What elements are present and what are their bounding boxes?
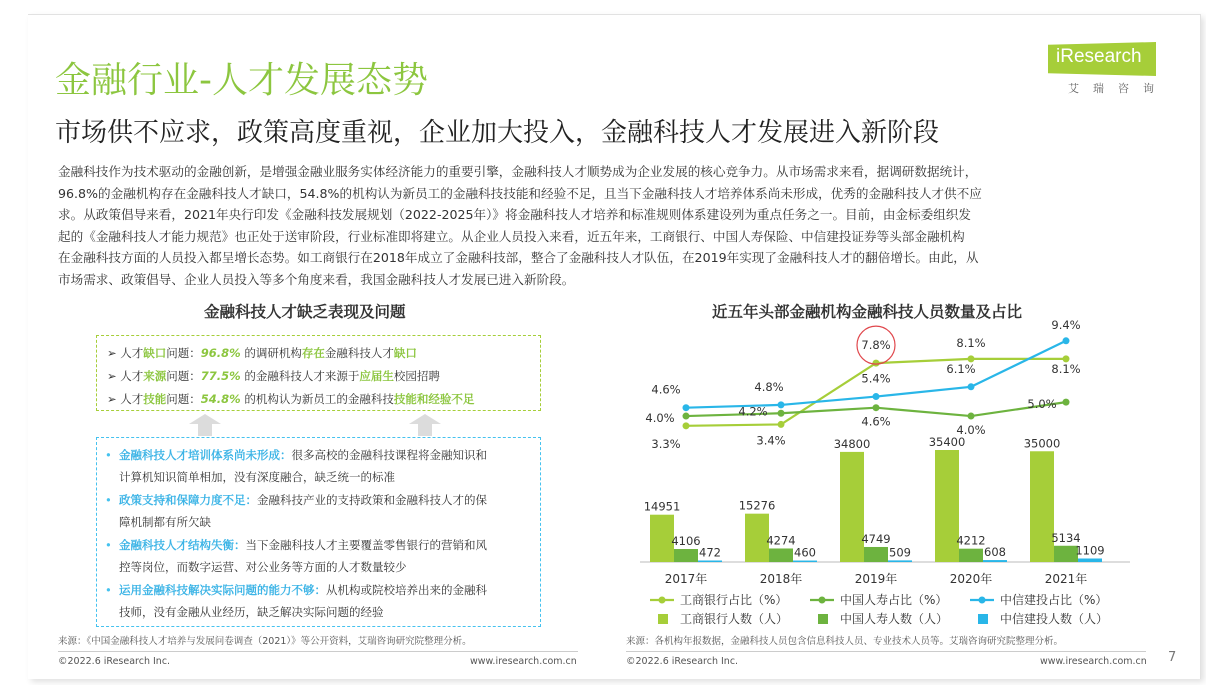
cause-text: 从机构或院校培养出来的金融科	[326, 583, 487, 597]
up-arrow-icon	[185, 414, 225, 436]
bar-value-label: 1109	[1075, 543, 1105, 558]
right-source: 来源：各机构年报数据，金融科技人员包含信息科技人员、专业技术人员等。艾瑞咨询研究院整理分析。	[626, 636, 1064, 647]
x-tick-label: 2019年	[854, 572, 898, 586]
problem-text: 问题：	[166, 346, 201, 360]
page-subtitle: 市场供不应求，政策高度重视，企业加大投入，金融科技人才发展进入新阶段	[55, 118, 940, 148]
problem-percent: 96.8%	[200, 346, 241, 360]
intro-line: 市场需求、政策倡导、企业人员投入等多个角度来看，我国金融科技人才发展已进入新阶段。	[58, 271, 575, 287]
line-point	[873, 360, 880, 367]
bar	[793, 561, 817, 562]
problem-keyword: 技能和经验不足	[393, 392, 475, 406]
problem-keyword: 存在	[301, 346, 325, 360]
line-point	[683, 413, 690, 420]
right-divider	[626, 651, 1146, 652]
intro-line: 起的《金融科技人才能力规范》也正处于送审阶段，行业标准即将建立。从企业人员投入来看，近五年来，工商银行、中国人寿保险、中信建投证券等头部金融机构	[58, 228, 965, 244]
legend-label: 工商银行占比（%）	[680, 593, 788, 607]
cause-text: 金融科技产业的支持政策和金融科技人才的保	[257, 493, 487, 507]
problem-text: 的调研机构	[240, 346, 302, 360]
line-value-label: 4.0%	[956, 423, 986, 438]
bar-value-label: 35000	[1023, 436, 1061, 451]
cause-heading: 政策支持和保障力度不足：	[119, 493, 257, 507]
legend-label: 中国人寿占比（%）	[840, 593, 948, 607]
line-value-label: 8.1%	[1051, 361, 1081, 376]
bar	[959, 549, 983, 562]
problem-keyword: 缺口	[143, 346, 167, 360]
line-point	[778, 421, 785, 428]
line-point	[1063, 399, 1070, 406]
bar-value-label: 472	[699, 545, 721, 560]
bar	[1078, 558, 1102, 562]
x-tick-label: 2017年	[664, 572, 708, 586]
line-point	[683, 422, 690, 429]
line-value-label: 6.1%	[946, 361, 976, 376]
x-axis-labels	[665, 571, 1088, 586]
page-title: 金融行业-人才发展态势	[55, 60, 428, 101]
cause-text: 计算机知识简单相加，没有深度融合，缺乏统一的标准	[119, 470, 395, 484]
problem-percent: 77.5%	[200, 369, 241, 383]
bullet-icon: •	[105, 538, 112, 552]
up-arrow-icon	[405, 414, 445, 436]
legend-bar-swatch	[978, 614, 988, 624]
page-number: 7	[1168, 650, 1177, 665]
cause-item	[105, 534, 529, 578]
bar	[769, 548, 793, 562]
bar	[674, 549, 698, 562]
legend-label: 中国人寿人数（人）	[840, 612, 949, 626]
bar-line-chart	[620, 317, 1160, 630]
x-tick-label: 2020年	[949, 572, 993, 586]
line-point	[968, 413, 975, 420]
problem-keyword: 缺口	[393, 346, 417, 360]
x-tick-label: 2021年	[1044, 572, 1088, 586]
line-value-label: 9.4%	[1051, 317, 1081, 332]
bar-value-label: 4749	[861, 531, 891, 546]
cause-text: 障机制都有所欠缺	[119, 515, 211, 529]
bar-layer	[644, 435, 1105, 562]
x-tick-label: 2018年	[759, 572, 803, 586]
bar-value-label: 608	[984, 545, 1006, 560]
chart-title: 近五年头部金融机构金融科技人员数量及占比	[712, 303, 1023, 321]
line-value-label: 3.3%	[651, 436, 681, 451]
arrow-right-icon: ➢	[107, 392, 121, 406]
line-point	[873, 404, 880, 411]
logo-brand: iResearch	[1056, 46, 1142, 67]
line-value-label: 4.6%	[651, 382, 681, 397]
bar	[888, 560, 912, 562]
intro-line: 金融科技作为技术驱动的金融创新，是增强金融业服务实体经济能力的重要引擎，金融科技人才顺势成为企业发展的核心竞争力。从市场需求来看，据调研数据统计，	[58, 164, 978, 179]
line-value-label: 5.0%	[1027, 397, 1057, 412]
problem-text: 问题：	[166, 392, 201, 406]
cause-heading: 金融科技人才培训体系尚未形成：	[119, 448, 292, 462]
bar-value-label: 35400	[928, 435, 966, 449]
problem-text: 的金融科技人才来源于	[240, 369, 360, 383]
problem-text: 人才	[120, 346, 144, 360]
bar	[983, 560, 1007, 562]
legend-point-swatch	[819, 597, 826, 604]
arrow-right-icon: ➢	[107, 346, 121, 360]
line-value-label: 4.0%	[645, 411, 675, 426]
bar-value-label: 4274	[766, 533, 796, 548]
problem-text: 的机构认为新员工的金融科技	[240, 392, 394, 406]
problem-text: 金融科技人才	[324, 346, 394, 360]
cause-item	[105, 444, 529, 488]
line-value-label: 4.6%	[861, 414, 891, 429]
problem-row	[107, 368, 440, 384]
cause-text: 控等岗位，而数字运营、对公业务等方面的人才数量较少	[119, 560, 407, 574]
legend-point-swatch	[979, 597, 986, 604]
bar-value-label: 4212	[956, 533, 986, 548]
line-value-label: 5.4%	[861, 371, 891, 386]
problem-text: 人才	[120, 392, 144, 406]
problem-keyword: 应届生	[359, 369, 394, 383]
legend-label: 中信建投人数（人）	[1000, 612, 1109, 626]
cause-item	[105, 579, 529, 623]
bar-value-label: 15276	[738, 498, 776, 513]
cause-heading: 金融科技人才结构失衡：	[119, 538, 246, 552]
causes-box	[96, 437, 541, 627]
cause-text: 当下金融科技人才主要覆盖零售银行的营销和风	[245, 538, 487, 552]
problem-percent: 54.8%	[200, 392, 241, 406]
chart-legend	[650, 592, 1108, 626]
line-point	[778, 401, 785, 408]
line-value-label: 7.8%	[861, 338, 891, 353]
line-point	[778, 410, 785, 417]
bar-value-label: 34800	[833, 436, 871, 451]
left-panel-title: 金融科技人才缺乏表现及问题	[204, 303, 406, 321]
line-value-label: 4.2%	[738, 404, 768, 419]
right-website: www.iresearch.com.cn	[1040, 656, 1147, 667]
bar	[698, 561, 722, 562]
cause-text: 很多高校的金融科技课程将金融知识和	[291, 448, 487, 462]
legend-label: 中信建投占比（%）	[1000, 593, 1108, 607]
problems-box	[96, 335, 541, 411]
left-divider	[58, 651, 578, 652]
legend-bar-swatch	[818, 614, 828, 624]
cause-heading: 运用金融科技解决实际问题的能力不够：	[119, 583, 326, 597]
bullet-icon: •	[105, 493, 112, 507]
right-copyright: ©2022.6 iResearch Inc.	[626, 656, 739, 667]
cause-item	[105, 489, 529, 533]
bar-value-label: 5134	[1051, 530, 1081, 545]
intro-paragraph	[58, 161, 1168, 290]
bar	[1030, 451, 1054, 562]
bar-value-label: 4106	[671, 534, 701, 549]
problem-text: 问题：	[166, 369, 201, 383]
legend-point-swatch	[659, 597, 666, 604]
cause-text: 技师，没有金融从业经历，缺乏解决实际问题的经验	[119, 605, 384, 619]
problem-row	[107, 345, 417, 361]
line-point	[683, 404, 690, 411]
problem-text: 校园招聘	[393, 369, 440, 383]
intro-line: 求。从政策倡导来看，2021年央行印发《金融科技发展规划（2022-2025年）》将金融科技人才培养和标准规则体系建设列为重点任务之一。目前，由金标委组织发	[58, 207, 971, 222]
legend-label: 工商银行人数（人）	[680, 612, 789, 626]
problem-keyword: 来源	[143, 369, 167, 383]
logo-cn: 艾瑞咨询	[1068, 82, 1168, 95]
line-point	[873, 393, 880, 400]
line-point	[1063, 337, 1070, 344]
problem-text: 人才	[120, 369, 144, 383]
line-value-label: 8.1%	[956, 335, 986, 350]
line-layer	[645, 318, 1080, 451]
bullet-icon: •	[105, 448, 112, 462]
arrow-right-icon: ➢	[107, 369, 121, 383]
legend-bar-swatch	[658, 614, 668, 624]
bar	[864, 547, 888, 562]
line-point	[968, 383, 975, 390]
line-value-label: 4.8%	[754, 379, 784, 394]
line-value-label: 3.4%	[756, 433, 786, 448]
intro-line: 在金融科技方面的人员投入都呈增长态势。如工商银行在2018年成立了金融科技部，整合了金融科技人才队伍，在2019年实现了金融科技人才的翻倍增长。由此，从	[58, 250, 979, 265]
left-website: www.iresearch.com.cn	[470, 656, 577, 667]
bar-value-label: 460	[794, 545, 816, 560]
problem-keyword: 技能	[143, 392, 167, 406]
bar-value-label: 509	[889, 545, 911, 560]
intro-line: 96.8%的金融机构存在金融科技人才缺口，54.8%的机构认为新员工的金融科技技能和经验不足，且当下金融科技人才培养体系尚未形成，优秀的金融科技人才供不应	[58, 185, 982, 201]
bar-value-label: 14951	[643, 499, 681, 514]
iresearch-logo	[1044, 42, 1168, 96]
problem-row	[107, 391, 474, 407]
left-copyright: ©2022.6 iResearch Inc.	[58, 656, 171, 667]
left-source: 来源：《中国金融科技人才培养与发展问卷调查（2021）》等公开资料，艾瑞咨询研究院整理分析。	[58, 636, 472, 647]
bullet-icon: •	[105, 583, 112, 597]
